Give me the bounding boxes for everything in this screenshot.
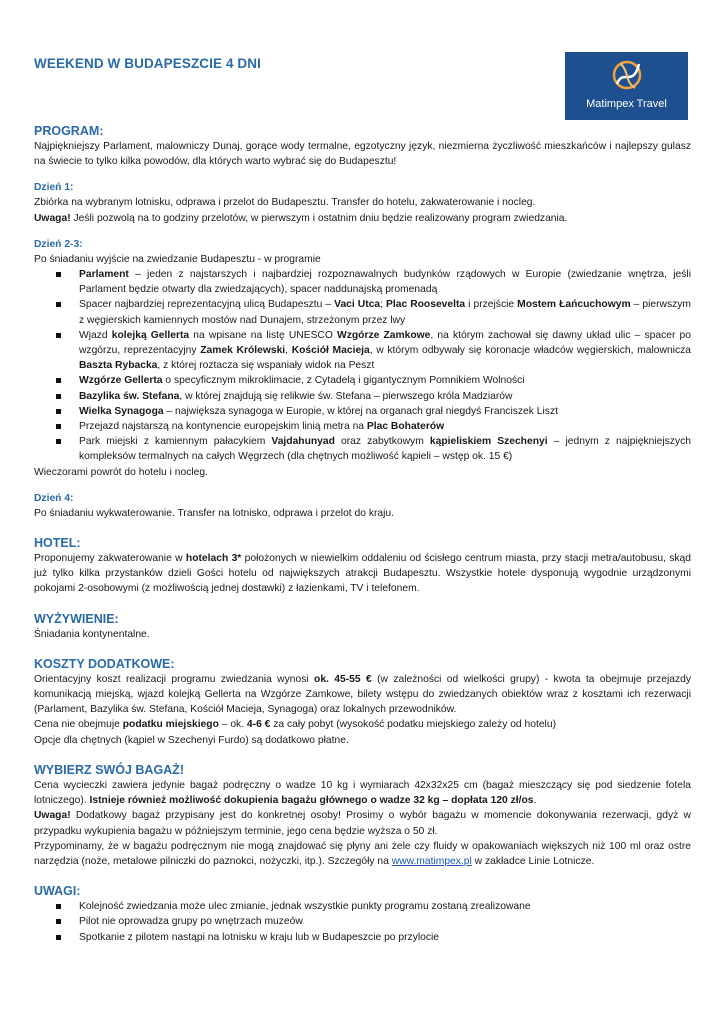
list-item: Spacer najbardziej reprezentacyjną ulicą Budapesztu – Vaci Utca; Plac Roosevelta i przejście Mostem Łańcuchowym – pierwszym z węgierskich kamiennych mostów nad Dunajem, strzeżonym przez lwy [34, 297, 691, 327]
baggage-text: Cena wycieczki zawiera jedynie bagaż podręczny o wadze 10 kg i wymiarach 42x32x25 cm (bagaż mieszczący się pod siedzenie fotela lotniczego). Istnieje również możliwość dokupienia bagażu głównego o wadze 32 kg – dopłata 120 zł/os. [34, 779, 691, 807]
list-item: Bazylika św. Stefana, w której znajdują się relikwie św. Stefana – pierwszego króla Madziarów [34, 389, 691, 404]
list-item: Kolejność zwiedzania może ulec zmianie, jednak wszystkie punkty programu zostaną zrealizowane [34, 899, 691, 914]
matimpex-link[interactable]: www.matimpex.pl [391, 855, 472, 867]
costs-text: Orientacyjny koszt realizacji programu zwiedzania wynosi ok. 45-55 € (w zależności od wielkości grupy) - kwota ta obejmuje przejazdy komunikacją miejską, wjazd kolejką Gellerta na Wzgórze Zamkowe, bilety wstępu do zwiedzanych obiektów wraz z kosztami ich rezerwacji (Parlament, Bazylika św. Stefana, Kościół Macieja, Synagoga) oraz lokalnych przewodników. [34, 673, 692, 716]
logo-swirl-icon [611, 58, 643, 96]
list-item: Wielka Synagoga – największa synagoga w Europie, w której na organach grał niegdyś Franciszek Liszt [34, 404, 691, 419]
costs-tax: Cena nie obejmuje podatku miejskiego – ok. 4-6 € za cały pobyt (wysokość podatku miejskiego zależy od hotelu) [34, 719, 556, 731]
hotel-text: Proponujemy zakwaterowanie w hotelach 3* położonych w niewielkim oddaleniu od ścisłego centrum miasta, przy stacji metra/autobusu, skąd już tylko kilka przystanków dzieli Gości hotelu od największych atrakcji Budapesztu. Wszystkie hotele dysponują wygodnie urządzonymi pokojami 2-osobowymi (z możliwością jednej dostawki) z łazienkami, TV i telefonem. [34, 553, 692, 595]
costs-options: Opcje dla chętnych (kąpiel w Szechenyi Furdo) są dodatkowo płatne. [34, 734, 349, 746]
hotel-heading: HOTEL: [34, 536, 81, 551]
page-title: WEEKEND W BUDAPESZCIE 4 DNI [34, 56, 261, 71]
day23-outro: Wieczorami powrót do hotelu i nocleg. [34, 466, 208, 478]
program-intro: Najpiękniejszy Parlament, malowniczy Dunaj, gorące wody termalne, egzotyczny język, niezmierna życzliwość mieszkańców i najlepszy gulasz na świecie to tylko kilka powodów, dla których warto wybrać się do Budapesztu! [34, 141, 691, 168]
notes-list [34, 899, 691, 945]
baggage-reminder: Przypominamy, że w bagażu podręcznym nie mogą znajdować się płyny ani żele czy fluidy w opakowaniach większych niż 100 ml oraz ostre narzędzia (noże, metalowe pilniczki do paznokci, nożyczki, itp.). Szczegóły na www.matimpex.pl w zakładce Linie Lotnicze. [34, 840, 691, 867]
day23-intro: Po śniadaniu wyjście na zwiedzanie Budapesztu - w programie [34, 253, 321, 265]
day23-list [34, 267, 691, 465]
list-item: Parlament – jeden z najstarszych i najbardziej rozpoznawalnych budynków rządowych w Europie (zwiedzanie wnętrza, jeśli Parlament będzie otwarty dla zwiedzających), spacer naddunajską promenadą [34, 267, 691, 297]
list-item: Wzgórze Gellerta o specyficznym mikroklimacie, z Cytadelą i gigantycznym Pomnikiem Wolności [34, 373, 691, 388]
list-item: Spotkanie z pilotem nastąpi na lotnisku w kraju lub w Budapeszcie po przylocie [34, 930, 691, 945]
day1-note: Uwaga! Jeśli pozwolą na to godziny przelotów, w pierwszym i ostatnim dniu będzie realizowany program zwiedzania. [34, 212, 568, 224]
program-heading: PROGRAM: [34, 124, 104, 138]
day4-heading: Dzień 4: [34, 492, 74, 504]
logo-brand-text: Matimpex Travel [586, 98, 667, 110]
matimpex-logo [565, 52, 688, 120]
baggage-heading: WYBIERZ SWÓJ BAGAŻ! [34, 762, 184, 777]
costs-heading: KOSZTY DODATKOWE: [34, 656, 175, 671]
baggage-note: Uwaga! Dodatkowy bagaż przypisany jest do konkretnej osoby! Prosimy o wybór bagażu w momencie dokonywania rezerwacji, gdyż w przypadku wykupienia bagażu w późniejszym terminie, jego cena będzie wyższa o 50 zł. [34, 810, 691, 837]
list-item: Wjazd kolejką Gellerta na wpisane na listę UNESCO Wzgórze Zamkowe, na którym zachował się dawny układ ulic – spacer po wzgórzu, reprezentacyjny Zamek Królewski, Kościół Macieja, w którym odbywały się koronacje władców węgierskich, malownicza Baszta Rybacka, z której roztacza się wspaniały widok na Peszt [34, 328, 691, 374]
list-item: Pilot nie oprowadza grupy po wnętrzach muzeów [34, 914, 691, 929]
day1-line: Zbiórka na wybranym lotnisku, odprawa i przelot do Budapesztu. Transfer do hotelu, zakwaterowanie i nocleg. [34, 197, 536, 209]
food-heading: WYŻYWIENIE: [34, 611, 119, 626]
day4-line: Po śniadaniu wykwaterowanie. Transfer na lotnisko, odprawa i przelot do kraju. [34, 507, 395, 519]
day1-heading: Dzień 1: [34, 182, 74, 194]
document-body [34, 123, 691, 945]
food-line: Śniadania kontynentalne. [34, 628, 150, 640]
day23-heading: Dzień 2-3: [34, 238, 83, 250]
notes-heading: UWAGI: [34, 884, 81, 899]
list-item: Park miejski z kamiennym pałacykiem Vajdahunyad oraz zabytkowym kąpieliskiem Szechenyi – jednym z najpiękniejszych kompleksów termalnych na całych Węgrzech (dla chętnych możliwość kąpieli – wstęp ok. 15 €) [34, 434, 691, 464]
list-item: Przejazd najstarszą na kontynencie europejskim linią metra na Plac Bohaterów [34, 419, 691, 434]
